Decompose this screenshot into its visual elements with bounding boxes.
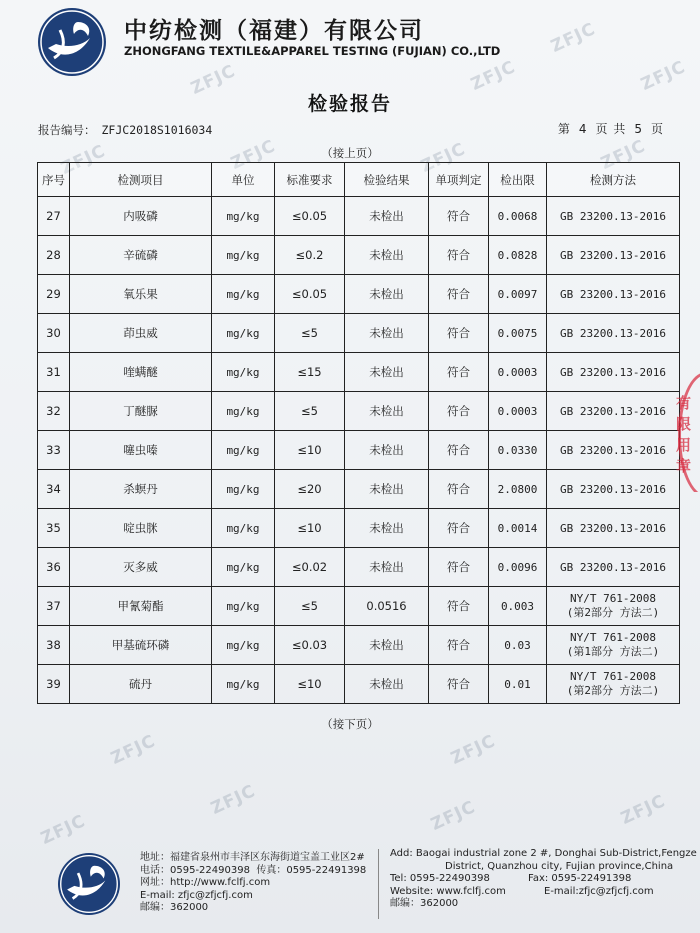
- watermark: ZFJC: [107, 731, 159, 769]
- cell-requirement: ≤0.05: [275, 197, 345, 236]
- cell-verdict: 符合: [429, 587, 489, 626]
- cell-no: 30: [38, 314, 70, 353]
- watermark: ZFJC: [547, 19, 599, 57]
- cell-item: 啶虫脒: [70, 509, 212, 548]
- cell-method: GB 23200.13-2016: [547, 236, 680, 275]
- header-requirement: 标准要求: [275, 163, 345, 197]
- page-indicator: [554, 120, 668, 137]
- cell-no: 34: [38, 470, 70, 509]
- cell-result: 未检出: [345, 275, 429, 314]
- table-row: [38, 470, 680, 509]
- cell-verdict: 符合: [429, 275, 489, 314]
- cell-result: 未检出: [345, 197, 429, 236]
- cell-unit: mg/kg: [212, 314, 275, 353]
- table-row: [38, 626, 680, 665]
- cell-requirement: ≤10: [275, 509, 345, 548]
- cell-unit: mg/kg: [212, 626, 275, 665]
- cell-no: 28: [38, 236, 70, 275]
- cell-no: 36: [38, 548, 70, 587]
- cell-result: 未检出: [345, 392, 429, 431]
- watermark: ZFJC: [427, 797, 479, 835]
- cell-lod: 0.0014: [489, 509, 547, 548]
- cell-unit: mg/kg: [212, 665, 275, 704]
- cell-requirement: ≤5: [275, 392, 345, 431]
- footer-contact-cn: [140, 852, 366, 915]
- footer-phone-fax-en: [390, 873, 697, 886]
- page-total: 5: [634, 122, 643, 136]
- cell-no: 37: [38, 587, 70, 626]
- table-row: [38, 587, 680, 626]
- cell-result: 未检出: [345, 236, 429, 275]
- table-row: [38, 314, 680, 353]
- cell-item: 喹螨醚: [70, 353, 212, 392]
- method-part: (第2部分 方法二): [566, 606, 660, 619]
- cell-result: 未检出: [345, 626, 429, 665]
- cell-requirement: ≤0.05: [275, 275, 345, 314]
- footer-contact-en: [390, 848, 697, 911]
- cell-item: 噻虫嗪: [70, 431, 212, 470]
- cell-result: 未检出: [345, 431, 429, 470]
- cell-method: GB 23200.13-2016: [547, 275, 680, 314]
- cell-lod: 0.01: [489, 665, 547, 704]
- cell-lod: 0.0096: [489, 548, 547, 587]
- watermark: ZFJC: [447, 731, 499, 769]
- footer-tel-cn: 电话：0595-22490398: [140, 864, 250, 876]
- continued-from-label: （接上页）: [321, 146, 379, 160]
- continued-to-label: （接下页）: [321, 717, 379, 731]
- footer-web-en: Website: www.fclfj.com: [390, 885, 506, 897]
- cell-no: 31: [38, 353, 70, 392]
- cell-verdict: 符合: [429, 236, 489, 275]
- watermark: ZFJC: [227, 136, 279, 174]
- cell-lod: 0.03: [489, 626, 547, 665]
- cell-unit: mg/kg: [212, 587, 275, 626]
- cell-requirement: ≤10: [275, 665, 345, 704]
- company-name-cn: 中纺检测（福建）有限公司: [124, 18, 424, 44]
- footer-fax-cn: 传真：0595-22491398: [256, 864, 367, 876]
- footer-email-en: E-mail:zfjc@zfjcfj.com: [544, 885, 654, 897]
- cell-method: GB 23200.13-2016: [547, 509, 680, 548]
- page-footer: [0, 835, 700, 933]
- cell-requirement: ≤5: [275, 314, 345, 353]
- footer-email-cn: E-mail: zfjc@zfjcfj.com: [140, 889, 253, 901]
- footer-address-en-line2: District, Quanzhou city, Fujian province,China: [445, 860, 674, 872]
- cell-result: 0.0516: [345, 587, 429, 626]
- cell-verdict: 符合: [429, 626, 489, 665]
- cell-no: 38: [38, 626, 70, 665]
- results-table: [37, 162, 680, 704]
- cell-method: GB 23200.13-2016: [547, 197, 680, 236]
- cell-no: 35: [38, 509, 70, 548]
- cell-method: GB 23200.13-2016: [547, 548, 680, 587]
- cell-unit: mg/kg: [212, 392, 275, 431]
- company-logo: [38, 8, 106, 76]
- cell-verdict: 符合: [429, 509, 489, 548]
- footer-web-cn: 网址：http://www.fclfj.com: [140, 877, 271, 888]
- page-middle: 页 共: [595, 122, 627, 136]
- table-row: [38, 548, 680, 587]
- cell-result: 未检出: [345, 353, 429, 392]
- cell-unit: mg/kg: [212, 197, 275, 236]
- cell-unit: mg/kg: [212, 470, 275, 509]
- cell-requirement: ≤0.03: [275, 626, 345, 665]
- table-header-row: [38, 163, 680, 197]
- red-seal-stamp: [674, 372, 700, 492]
- cell-no: 32: [38, 392, 70, 431]
- cell-no: 39: [38, 665, 70, 704]
- cell-result: 未检出: [345, 509, 429, 548]
- table-row: [38, 431, 680, 470]
- cell-no: 29: [38, 275, 70, 314]
- cell-method: GB 23200.13-2016: [547, 353, 680, 392]
- watermark: ZFJC: [37, 811, 89, 849]
- swan-logo-icon: [38, 8, 106, 76]
- cell-item: 内吸磷: [70, 197, 212, 236]
- cell-item: 硫丹: [70, 665, 212, 704]
- cell-item: 灭多威: [70, 548, 212, 587]
- table-row: [38, 275, 680, 314]
- footer-logo: [58, 853, 120, 915]
- table-row: [38, 236, 680, 275]
- footer-address-cn: 地址：福建省泉州市丰泽区东海街道宝盖工业区2#: [140, 852, 365, 863]
- method-standard: NY/T 761-2008: [569, 670, 657, 683]
- page-suffix: 页: [650, 122, 664, 136]
- page-current: 4: [578, 122, 588, 136]
- cell-verdict: 符合: [429, 197, 489, 236]
- report-number-label: 报告编号：: [38, 123, 96, 137]
- header-item: 检测项目: [70, 163, 212, 197]
- header-method: 检测方法: [547, 163, 680, 197]
- cell-requirement: ≤20: [275, 470, 345, 509]
- header-result: 检验结果: [345, 163, 429, 197]
- table-row: [38, 197, 680, 236]
- cell-unit: mg/kg: [212, 548, 275, 587]
- watermark: ZFJC: [617, 791, 669, 829]
- cell-result: 未检出: [345, 470, 429, 509]
- cell-lod: 0.0003: [489, 353, 547, 392]
- cell-item: 杀螟丹: [70, 470, 212, 509]
- footer-post-en: 邮编：362000: [390, 898, 459, 909]
- cell-item: 丁醚脲: [70, 392, 212, 431]
- cell-result: 未检出: [345, 665, 429, 704]
- footer-post-cn: 邮编：362000: [140, 902, 209, 913]
- cell-verdict: 符合: [429, 431, 489, 470]
- cell-unit: mg/kg: [212, 236, 275, 275]
- report-number: [38, 122, 212, 138]
- cell-verdict: 符合: [429, 353, 489, 392]
- watermark: ZFJC: [467, 57, 519, 95]
- cell-item: 甲基硫环磷: [70, 626, 212, 665]
- header-no: 序号: [38, 163, 70, 197]
- watermark: ZFJC: [637, 57, 689, 95]
- method-part: (第2部分 方法二): [566, 684, 660, 697]
- cell-no: 33: [38, 431, 70, 470]
- watermark: ZFJC: [417, 139, 469, 177]
- cell-requirement: ≤0.2: [275, 236, 345, 275]
- footer-address-en: Add: Baogai industrial zone 2 #, Donghai Sub-District,Fengze: [390, 848, 697, 859]
- method-standard: NY/T 761-2008: [569, 592, 657, 605]
- watermark: ZFJC: [597, 136, 649, 174]
- cell-lod: 2.0800: [489, 470, 547, 509]
- cell-item: 氧乐果: [70, 275, 212, 314]
- footer-tel-en: Tel: 0595-22490398: [390, 873, 490, 884]
- cell-no: 27: [38, 197, 70, 236]
- cell-verdict: 符合: [429, 392, 489, 431]
- method-part: (第1部分 方法二): [566, 645, 660, 658]
- cell-method: [547, 626, 680, 665]
- cell-verdict: 符合: [429, 665, 489, 704]
- cell-unit: mg/kg: [212, 275, 275, 314]
- cell-lod: 0.0097: [489, 275, 547, 314]
- page-title: 检验报告: [307, 93, 392, 115]
- table-row: [38, 509, 680, 548]
- footer-phone-fax-cn: [140, 865, 366, 878]
- table-row: [38, 392, 680, 431]
- watermark: ZFJC: [187, 61, 239, 99]
- method-standard: NY/T 761-2008: [569, 631, 657, 644]
- cell-requirement: ≤10: [275, 431, 345, 470]
- cell-lod: 0.0330: [489, 431, 547, 470]
- footer-fax-en: Fax: 0595-22491398: [528, 873, 632, 884]
- cell-lod: 0.0075: [489, 314, 547, 353]
- cell-verdict: 符合: [429, 314, 489, 353]
- cell-result: 未检出: [345, 314, 429, 353]
- cell-requirement: ≤0.02: [275, 548, 345, 587]
- cell-lod: 0.003: [489, 587, 547, 626]
- stamp-text: 用章: [676, 436, 692, 475]
- cell-result: 未检出: [345, 548, 429, 587]
- watermark: ZFJC: [207, 781, 259, 819]
- cell-method: [547, 665, 680, 704]
- header-unit: 单位: [212, 163, 275, 197]
- cell-lod: 0.0003: [489, 392, 547, 431]
- page-prefix: 第: [557, 122, 571, 136]
- cell-verdict: 符合: [429, 548, 489, 587]
- report-number-value: ZFJC2018S1016034: [101, 123, 213, 137]
- stamp-text: 有限: [676, 394, 692, 433]
- cell-requirement: ≤15: [275, 353, 345, 392]
- table-row: [38, 665, 680, 704]
- footer-website-en: [390, 886, 697, 899]
- company-name-en: ZHONGFANG TEXTILE&APPAREL TESTING (FUJIAN) CO.,LTD: [124, 44, 501, 58]
- cell-item: 茚虫威: [70, 314, 212, 353]
- cell-method: GB 23200.13-2016: [547, 392, 680, 431]
- cell-method: GB 23200.13-2016: [547, 314, 680, 353]
- cell-method: GB 23200.13-2016: [547, 431, 680, 470]
- header-lod: 检出限: [489, 163, 547, 197]
- cell-requirement: ≤5: [275, 587, 345, 626]
- watermark: ZFJC: [57, 141, 109, 179]
- cell-unit: mg/kg: [212, 509, 275, 548]
- header-verdict: 单项判定: [429, 163, 489, 197]
- cell-lod: 0.0068: [489, 197, 547, 236]
- table-row: [38, 353, 680, 392]
- footer-divider: [378, 849, 379, 919]
- cell-unit: mg/kg: [212, 353, 275, 392]
- cell-unit: mg/kg: [212, 431, 275, 470]
- swan-logo-icon: [58, 853, 120, 915]
- cell-method: [547, 587, 680, 626]
- cell-item: 甲氰菊酯: [70, 587, 212, 626]
- cell-item: 辛硫磷: [70, 236, 212, 275]
- cell-lod: 0.0828: [489, 236, 547, 275]
- cell-method: GB 23200.13-2016: [547, 470, 680, 509]
- cell-verdict: 符合: [429, 470, 489, 509]
